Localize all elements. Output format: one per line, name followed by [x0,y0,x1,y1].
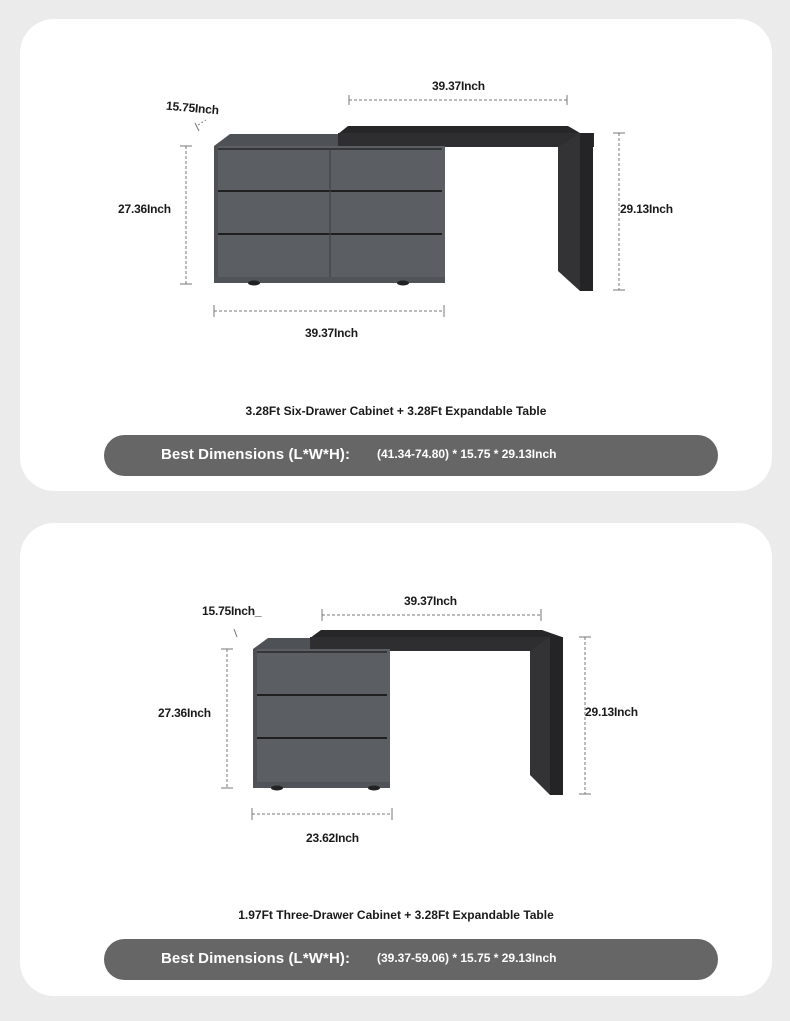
table-height-label: 29.13Inch [620,202,673,216]
three-drawer-desk-illustration [20,523,772,996]
six-drawer-desk-illustration [20,19,772,491]
best-dimensions-label: Best Dimensions (L*W*H): [161,950,351,967]
configuration-caption: 3.28Ft Six-Drawer Cabinet + 3.28Ft Expandable Table [245,404,547,418]
depth-label: 15.75Inch_ [202,604,262,618]
best-dimensions-value: (41.34-74.80) * 15.75 * 29.13Inch [377,447,557,461]
best-dimensions-value: (39.37-59.06) * 15.75 * 29.13Inch [377,951,557,965]
best-dimensions-bar [104,435,718,476]
configuration-caption: 1.97Ft Three-Drawer Cabinet + 3.28Ft Expandable Table [238,908,554,922]
six-drawer-dimensions-card [20,19,772,491]
table-height-label: 29.13Inch [585,705,638,719]
cabinet-height-label: 27.36Inch [158,706,211,720]
table-width-label: 39.37Inch [404,594,457,608]
depth-label: 15.75Inch [165,98,220,118]
best-dimensions-label: Best Dimensions (L*W*H): [161,446,351,463]
best-dimensions-bar [104,939,718,980]
table-width-label: 39.37Inch [432,79,485,93]
cabinet-width-label: 39.37Inch [305,326,358,340]
cabinet-width-label: 23.62Inch [306,831,359,845]
cabinet-height-label: 27.36Inch [118,202,171,216]
three-drawer-dimensions-card [20,523,772,996]
